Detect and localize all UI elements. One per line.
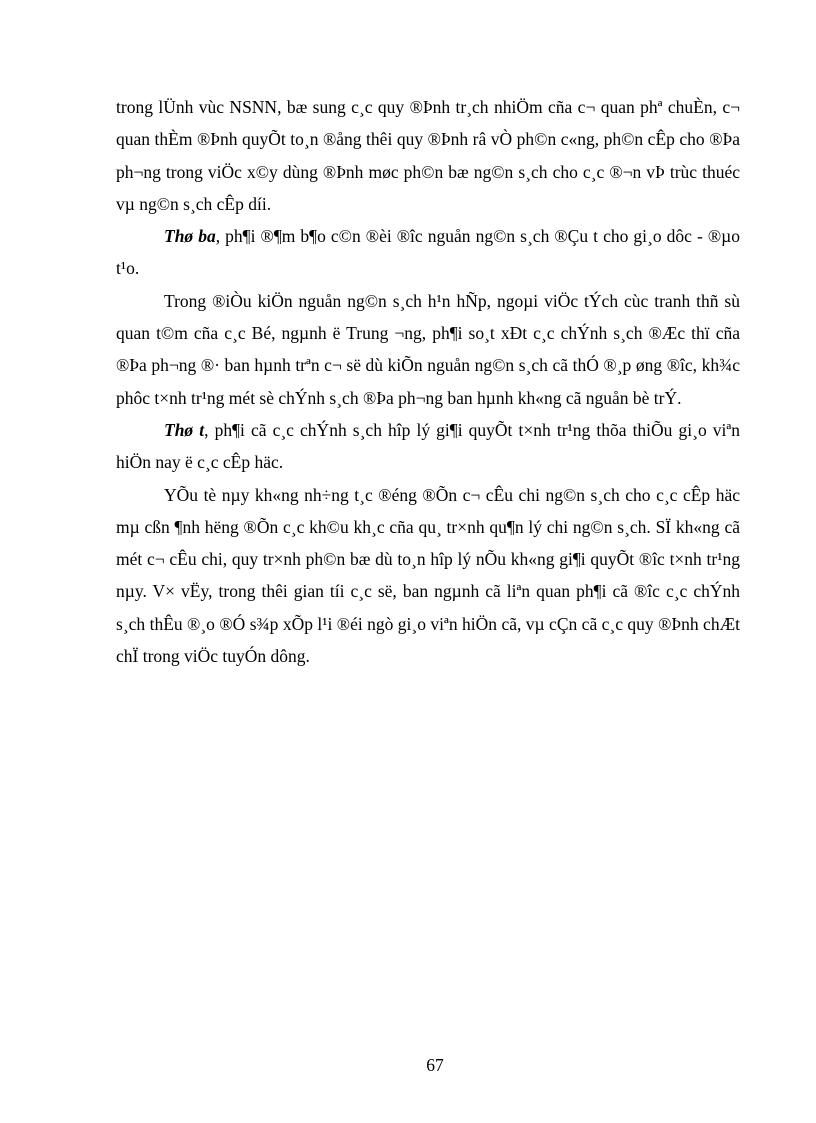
paragraph-5: [116, 479, 740, 673]
paragraph-4: [116, 414, 740, 479]
body-text: [116, 91, 740, 672]
paragraph-4-text: , ph¶i cã c¸c chÝnh s¸ch hîp lý gi¶i quyÕt t×nh tr¹ng thõa thiÕu gi¸o viªn hiÖn nay ë c¸c cÊp häc.: [116, 419, 740, 473]
paragraph-3-text: Trong ®iÒu kiÖn nguån ng©n s¸ch h¹n hÑp, ngoµi viÖc tÝch cùc tranh thñ sù quan t©m cña c¸c Bé, ngµnh ë Trung ¬ng, ph¶i so¸t xÐt c¸c chÝnh s¸ch ®Æc thï cña ®Þa ph¬ng ®· ban hµnh trªn c¬ së dù kiÕn nguån ng©n s¸ch cã thÓ ®¸p øng ®îc, kh¾c phôc t×nh tr¹ng mét sè chÝnh s¸ch ®Þa ph¬ng ban hµnh kh«ng cã nguån bè trÝ.: [116, 290, 740, 408]
paragraph-1: [116, 91, 740, 220]
paragraph-1-text: trong lÜnh vùc NSNN, bæ sung c¸c quy ®Þnh tr¸ch nhiÖm cña c¬ quan phª chuÈn, c¬ quan thÈm ®Þnh quyÕt to¸n ®ång thêi quy ®Þnh râ vÒ ph©n c«ng, ph©n cÊp cho ®Þa ph¬ng trong viÖc x©y dùng ®Þnh møc ph©n bæ ng©n s¸ch cho c¸c ®¬n vÞ trùc thuéc vµ ng©n s¸ch cÊp díi.: [116, 97, 740, 214]
paragraph-2-heading: Thø ba: [164, 226, 216, 247]
paragraph-3: [116, 285, 740, 414]
page-number: 67: [426, 1055, 444, 1075]
paragraph-4-heading: Thø t: [164, 419, 205, 440]
paragraph-2: [116, 220, 740, 285]
paragraph-5-text: YÕu tè nµy kh«ng nh÷ng t¸c ®éng ®Õn c¬ cÊu chi ng©n s¸ch cho c¸c cÊp häc mµ cßn ¶nh hëng ®Õn c¸c kh©u kh¸c cña qu¸ tr×nh qu¶n lý chi ng©n s¸ch. SÏ kh«ng cã mét c¬ cÊu chi, quy tr×nh ph©n bæ dù to¸n hîp lý nÕu kh«ng gi¶i quyÕt ®îc t×nh tr¹ng nµy. V× vËy, trong thêi gian tíi c¸c së, ban ngµnh cã liªn quan ph¶i cã ®îc c¸c chÝnh s¸ch thÊu ®¸o ®Ó s¾p xÕp l¹i ®éi ngò gi¸o viªn hiÖn cã, vµ cÇn cã c¸c quy ®Þnh chÆt chÏ trong viÖc tuyÓn dông.: [116, 484, 740, 667]
paragraph-2-text: , ph¶i ®¶m b¶o c©n ®èi ®îc nguån ng©n s¸ch ®Çu t cho gi¸o dôc - ®µo t¹o.: [116, 226, 740, 279]
